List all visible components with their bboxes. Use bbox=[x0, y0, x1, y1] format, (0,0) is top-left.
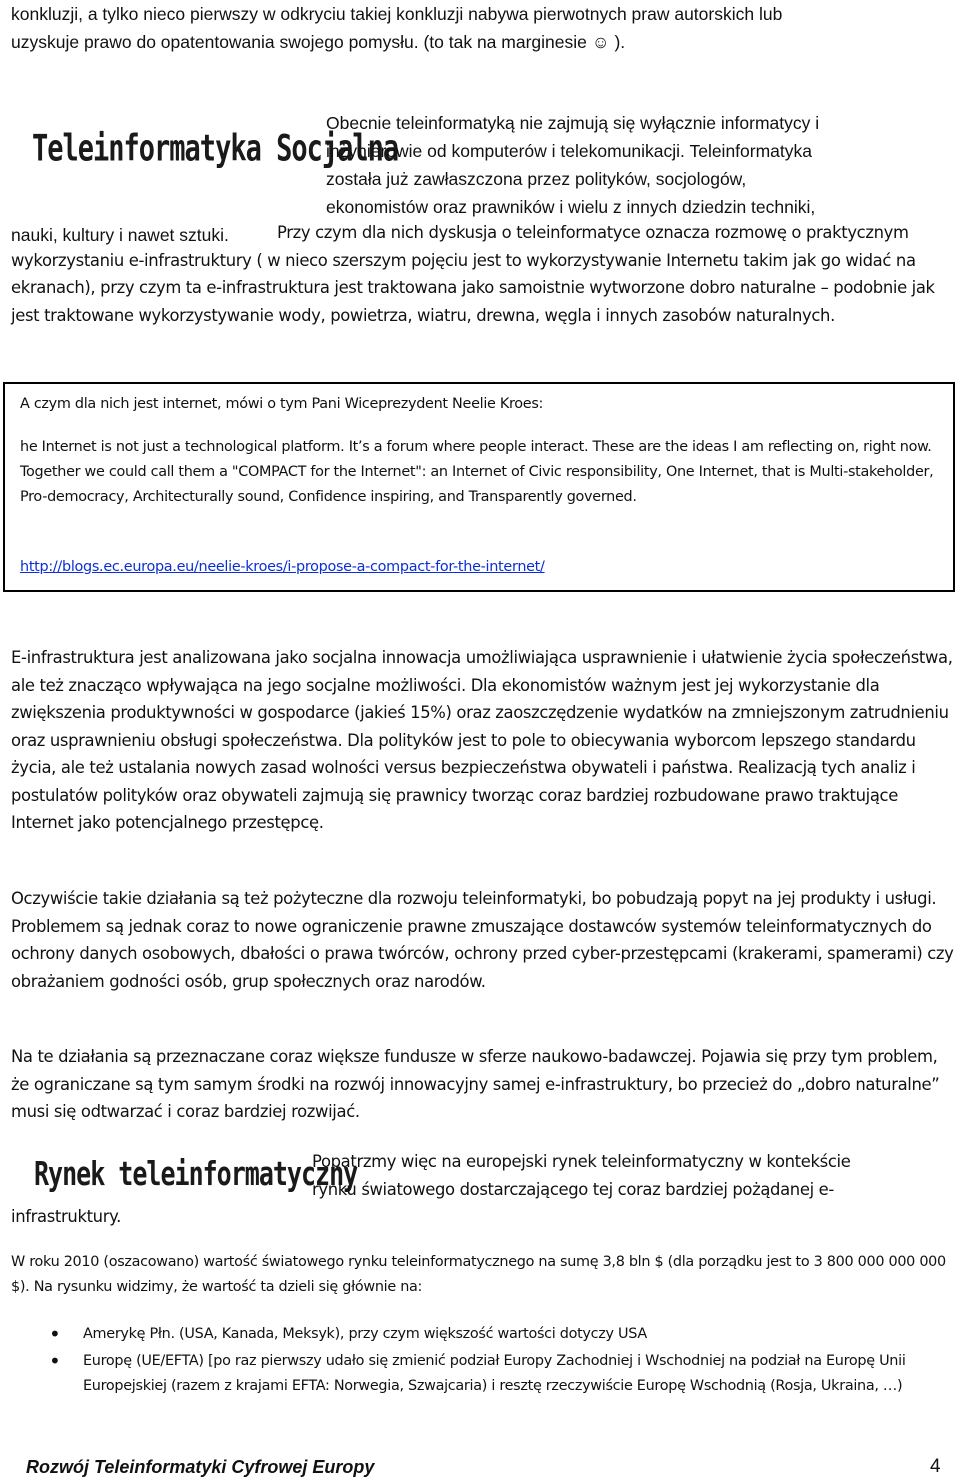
section1-line-5: nauki, kultury i nawet sztuki. bbox=[11, 225, 229, 245]
section1-rest-text: Przy czym dla nich dyskusja o teleinformatyce oznacza rozmowę o praktycznym wykorzystaniu e-infrastruktury ( w nieco szerszym pojęciu jest to wykorzystywanie Internetu takim jak go widać na ekranach), przy czym ta e-infrastruktura jest traktowana jako samoistnie wytworzone dobro naturalne – podobnie jak jest traktowane wykorzystywanie wody, powietrza, wiatru, drewna, węgla i innych zasobów naturalnych. bbox=[11, 223, 935, 325]
section1-rest bbox=[11, 219, 956, 329]
section1-line-4: ekonomistów oraz prawników i wielu z innych dziedzin techniki, bbox=[326, 197, 816, 217]
bullet-item-1: • Amerykę Płn. (USA, Kanada, Meksyk), przy czym większość wartości dotyczy USA bbox=[11, 1322, 956, 1347]
section2-line-2: rynku światowego dostarczającego tej coraz bardziej pożądanej e- bbox=[312, 1179, 834, 1199]
bullet-list bbox=[11, 1322, 956, 1399]
top-text-line-2: uzyskuje prawo do opatentowania swojego pomysłu. (to tak na marginesie ☺ ). bbox=[11, 32, 626, 52]
quote-link[interactable]: http://blogs.ec.europa.eu/neelie-kroes/i-propose-a-compact-for-the-internet/ bbox=[20, 559, 545, 575]
section1-text bbox=[326, 109, 956, 221]
bullet-item-2: • Europę (UE/EFTA) [po raz pierwszy udało się zmienić podział Europy Zachodniej i Wschodniej na podział na Europę Unii Europejskiej (razem z krajami EFTA: Norwegia, Szwajcaria) i resztę rzeczywiście Europę Wschodnią (Rosja, Ukraina, …) bbox=[11, 1349, 956, 1399]
section2-text bbox=[312, 1148, 956, 1203]
logo-rynek-teleinformatyczny: Rynek teleinformatyczny bbox=[34, 1155, 358, 1193]
paragraph-w-roku-2010: W roku 2010 (oszacowano) wartość światowego rynku teleinformatycznego na sumę 3,8 bln $ (dla porządku jest to 3 800 000 000 000 $). Na rysunku widzimy, że wartość ta dzieli się głównie na: bbox=[11, 1254, 946, 1295]
footer-title: Rozwój Teleinformatyki Cyfrowej Europy bbox=[26, 1457, 375, 1477]
section2-line-3: infrastruktury. bbox=[11, 1207, 121, 1226]
section1-line-1: Obecnie teleinformatyką nie zajmują się wyłącznie informatycy i bbox=[326, 113, 820, 133]
top-text-line-1: konkluzji, a tylko nieco pierwszy w odkryciu takiej konkluzji nabywa pierwotnych praw autorskich lub bbox=[11, 4, 783, 24]
footer-page-number: 4 bbox=[930, 1456, 941, 1477]
section2-line-1: Popatrzmy więc na europejski rynek teleinformatyczny w kontekście bbox=[312, 1152, 851, 1171]
quote-intro: A czym dla nich jest internet, mówi o tym Pani Wiceprezydent Neelie Kroes: bbox=[20, 396, 544, 412]
section1-line-2: inżynierowie od komputerów i telekomunikacji. Teleinformatyka bbox=[326, 141, 813, 161]
section1-line-3: została już zawłaszczona przez polityków, socjologów, bbox=[326, 169, 747, 189]
paragraph-oczywiscie: Oczywiście takie działania są też pożyteczne dla rozwoju teleinformatyki, bo pobudzają popyt na jej produkty i usługi. Problemem są jednak coraz to nowe ograniczenie prawne zmuszające dostawców systemów teleinformatycznych do ochrony danych osobowych, dbałości o prawa twórców, ochrony przed cyber-przestępcami (krakerami, spamerami) czy obrażaniem godności osób, grup społecznych oraz narodów. bbox=[11, 889, 954, 991]
paragraph-na-te-dzialania: Na te działania są przeznaczane coraz większe fundusze w sferze naukowo-badawczej. Pojawia się przy tym problem, że ograniczane są tym samym środki na rozwój innowacyjny samej e-infrastruktury, bo przecież do „dobro naturalne” musi się odtwarzać i coraz bardziej rozwijać. bbox=[11, 1047, 940, 1121]
quote-text: he Internet is not just a technological platform. It’s a forum where people interact. These are the ideas I am reflecting on, right now. Together we could call them a "COMPACT for the Internet": an Internet of Civic responsibility, One Internet, that is Multi-stakeholder, Pro-democracy, Architecturally sound, Confidence inspiring, and Transparently governed. bbox=[20, 439, 934, 505]
top-text bbox=[11, 0, 956, 56]
paragraph-e-infrastruktura: E-infrastruktura jest analizowana jako socjalna innowacja umożliwiająca usprawnienie i ułatwienie życia społeczeństwa, ale też znacząco wpływająca na jego socjalne możliwości. Dla ekonomistów ważnym jest jej wykorzystanie dla zwiększenia produktywności w gospodarce (jakieś 15%) oraz zaoszczędzenie wydatków na zmniejszonym zatrudnieniu oraz usprawnieniu obsługi społeczeństwa. Dla polityków jest to pole to obiecywania wyborcom lepszego standardu życia, ale też ustalania nowych zasad wolności versus bezpieczeństwa obywateli i państwa. Realizacją tych analiz i postulatów polityków oraz obywateli zajmują się prawnicy tworząc coraz bardziej rozbudowane prawo traktujące Internet jako potencjalnego przestępcę. bbox=[11, 648, 953, 832]
logo-teleinformatyka-socjalna: Teleinformatyka Socjalna bbox=[32, 128, 399, 170]
